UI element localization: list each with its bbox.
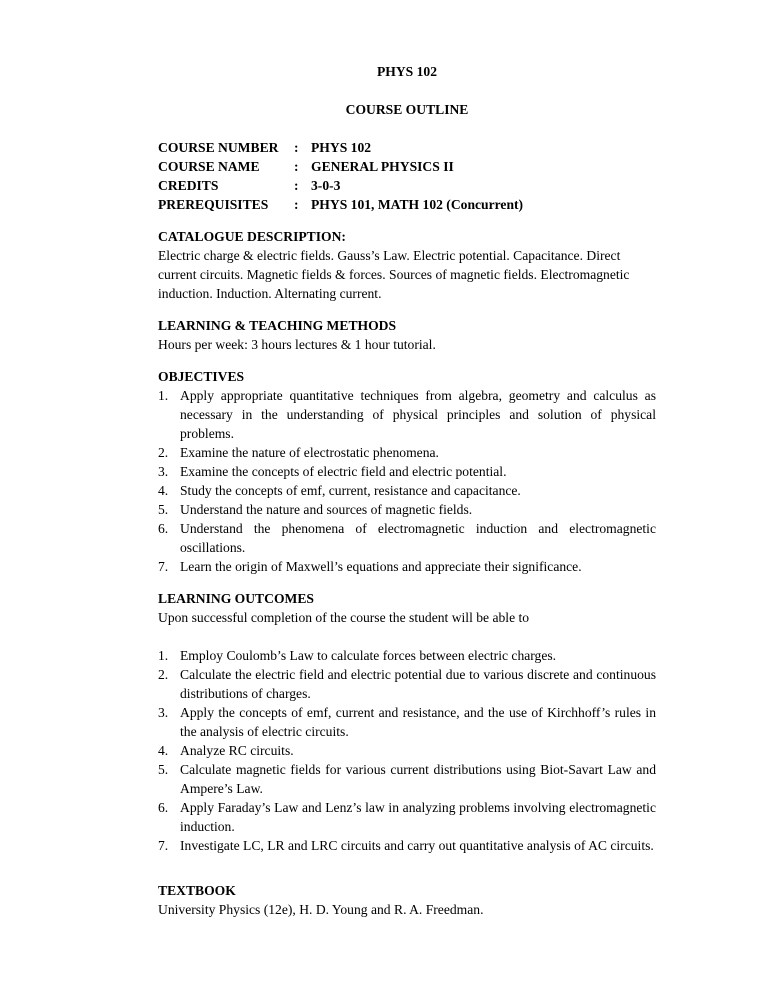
list-number: 1. [158, 388, 169, 403]
list-text: Apply the concepts of emf, current and resistance, and the use of Kirchhoff’s rules in the analysis of electric circuits. [180, 705, 656, 739]
paragraph: Hours per week: 3 hours lectures & 1 hour tutorial. [158, 337, 436, 352]
info-colon: : [294, 197, 299, 212]
section-heading: OBJECTIVES [158, 369, 245, 384]
paragraph: Upon successful completion of the course the student will be able to [158, 610, 530, 625]
section-methods [158, 316, 656, 354]
list-text: Examine the nature of electrostatic phenomena. [180, 445, 439, 460]
doc-subtitle: COURSE OUTLINE [345, 102, 469, 117]
list-text: Apply appropriate quantitative techniques from algebra, geometry and calculus as necessary in the understanding of physical principles and solution of physical problems. [180, 388, 656, 441]
list-number: 5. [158, 762, 169, 777]
list-item [158, 665, 656, 703]
paragraph: University Physics (12e), H. D. Young and R. A. Freedman. [158, 902, 484, 917]
section-outcomes [158, 589, 656, 855]
list-number: 6. [158, 800, 169, 815]
info-colon: : [294, 178, 299, 193]
list-item [158, 741, 656, 760]
info-colon: : [294, 140, 299, 155]
list-item [158, 386, 656, 443]
list-text: Learn the origin of Maxwell’s equations and appreciate their significance. [180, 559, 582, 574]
outcomes-list [158, 646, 656, 855]
list-item [158, 703, 656, 741]
list-text: Examine the concepts of electric field and electric potential. [180, 464, 507, 479]
list-item [158, 798, 656, 836]
list-number: 7. [158, 559, 169, 574]
list-text: Understand the nature and sources of magnetic fields. [180, 502, 473, 517]
list-item [158, 481, 656, 500]
list-text: Study the concepts of emf, current, resistance and capacitance. [180, 483, 521, 498]
list-item [158, 836, 656, 855]
section-heading: LEARNING & TEACHING METHODS [158, 318, 397, 333]
doc-title: PHYS 102 [376, 64, 438, 79]
list-text: Investigate LC, LR and LRC circuits and carry out quantitative analysis of AC circuits. [180, 838, 654, 853]
section-heading: CATALOGUE DESCRIPTION: [158, 229, 346, 244]
info-label: COURSE NAME [158, 159, 260, 174]
list-text: Analyze RC circuits. [180, 743, 294, 758]
list-item [158, 519, 656, 557]
list-number: 4. [158, 743, 169, 758]
info-value: GENERAL PHYSICS II [311, 159, 454, 174]
section-heading: LEARNING OUTCOMES [158, 591, 314, 606]
list-number: 2. [158, 445, 169, 460]
list-text: Calculate magnetic fields for various current distributions using Biot-Savart Law and Ampere’s Law. [180, 762, 656, 796]
course-info-row [158, 157, 656, 176]
info-label: COURSE NUMBER [158, 140, 279, 155]
section-heading: TEXTBOOK [158, 883, 236, 898]
list-item [158, 443, 656, 462]
list-number: 1. [158, 648, 169, 663]
list-text: Apply Faraday’s Law and Lenz’s law in analyzing problems involving electromagnetic induction. [180, 800, 656, 834]
course-info-row [158, 176, 656, 195]
list-item [158, 646, 656, 665]
info-value: 3-0-3 [311, 178, 341, 193]
objectives-list [158, 386, 656, 576]
course-info-block [158, 138, 656, 214]
list-text: Understand the phenomena of electromagnetic induction and electromagnetic oscillations. [180, 521, 656, 555]
list-number: 2. [158, 667, 169, 682]
list-text: Calculate the electric field and electric potential due to various discrete and continuous distributions of charges. [180, 667, 656, 701]
list-number: 4. [158, 483, 169, 498]
list-number: 6. [158, 521, 169, 536]
paragraph: Electric charge & electric fields. Gauss’s Law. Electric potential. Capacitance. Direct current circuits. Magnetic fields & forces. Sources of magnetic fields. Electromagnetic induction. Induction. Alternating current. [158, 248, 630, 301]
info-label: CREDITS [158, 178, 219, 193]
list-number: 5. [158, 502, 169, 517]
list-number: 7. [158, 838, 169, 853]
list-number: 3. [158, 705, 169, 720]
section-textbook [158, 881, 656, 919]
section-catalogue [158, 227, 656, 303]
list-text: Employ Coulomb’s Law to calculate forces between electric charges. [180, 648, 557, 663]
info-value: PHYS 101, MATH 102 (Concurrent) [311, 197, 524, 212]
section-objectives [158, 367, 656, 576]
list-number: 3. [158, 464, 169, 479]
course-info-row [158, 195, 656, 214]
list-item [158, 500, 656, 519]
list-item [158, 462, 656, 481]
list-item [158, 557, 656, 576]
info-label: PREREQUISITES [158, 197, 269, 212]
course-info-row [158, 138, 656, 157]
list-item [158, 760, 656, 798]
info-value: PHYS 102 [311, 140, 372, 155]
info-colon: : [294, 159, 299, 174]
